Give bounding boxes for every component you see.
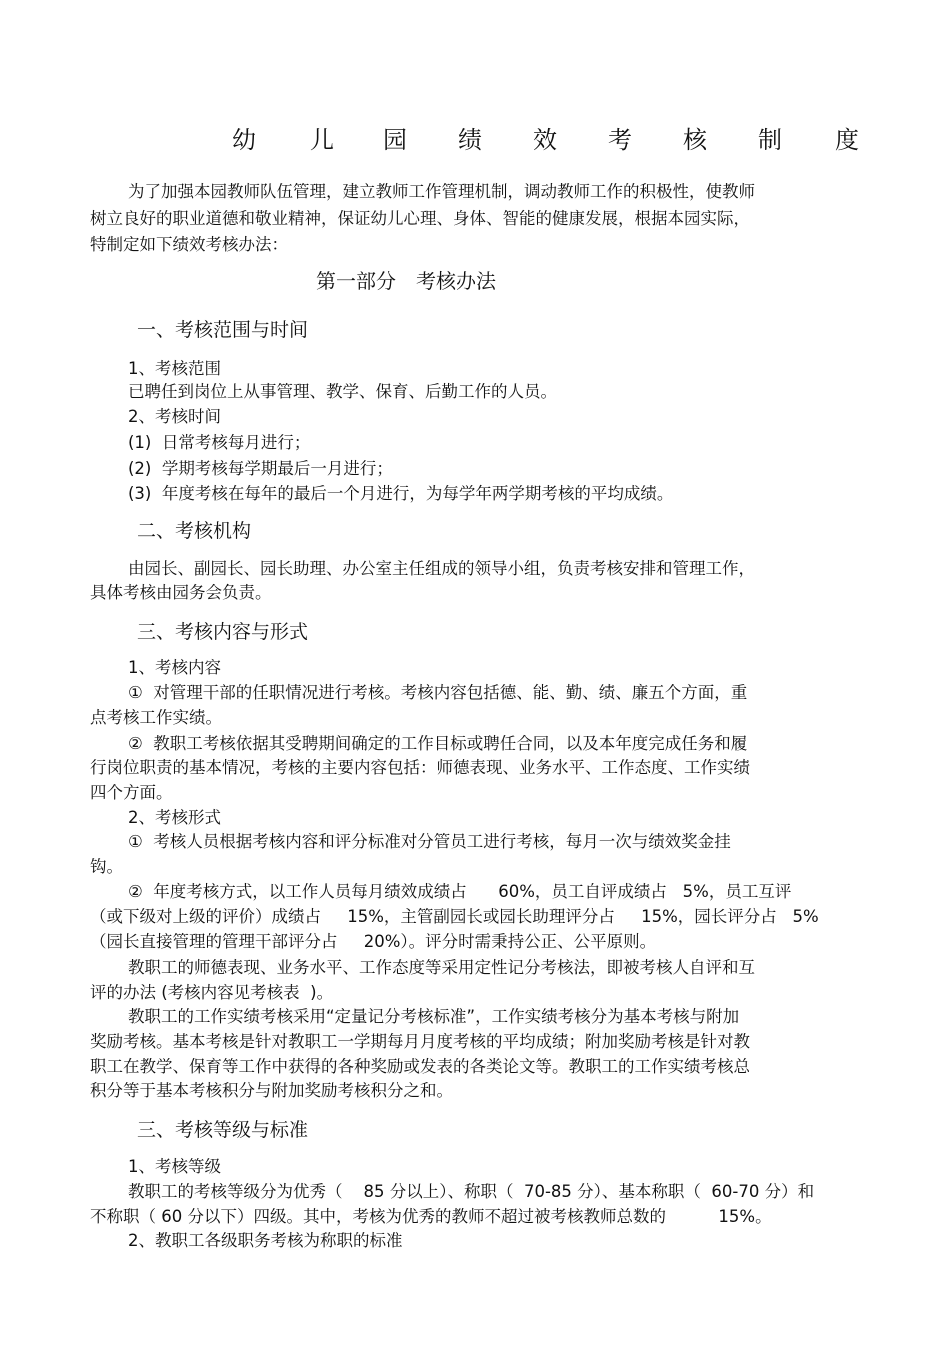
title-char: 考 <box>608 126 632 154</box>
title-char: 度 <box>835 126 859 154</box>
paragraph-line: （或下级对上级的评价）成绩占 15%，主管副园长或园长助理评分占 15%，园长评分占 5% <box>90 907 819 926</box>
section-heading: 二、考核机构 <box>137 520 252 542</box>
paragraph-line: （园长直接管理的管理干部评分占 20%）。评分时需秉持公正、公平原则。 <box>90 932 657 951</box>
subheading: 2、教职工各级职务考核为称职的标准 <box>128 1231 403 1250</box>
list-item: (2) 学期考核每学期最后一月进行； <box>128 459 393 478</box>
intro-line: 树立良好的职业道德和敬业精神，保证幼儿心理、身体、智能的健康发展，根据本园实际， <box>90 209 750 228</box>
title-char: 效 <box>533 126 557 154</box>
paragraph-line: 已聘任到岗位上从事管理、教学、保育、后勤工作的人员。 <box>128 382 557 401</box>
paragraph-line: ① 考核人员根据考核内容和评分标准对分管员工进行考核，每月一次与绩效奖金挂 <box>128 832 731 851</box>
list-item: (1) 日常考核每月进行； <box>128 433 311 452</box>
title-char: 核 <box>683 126 707 154</box>
subheading: 2、考核形式 <box>128 808 221 827</box>
paragraph-line: ① 对管理干部的任职情况进行考核。考核内容包括德、能、勤、绩、廉五个方面，重 <box>128 683 748 702</box>
paragraph-line: 教职工的考核等级分为优秀（ 85 分以上）、称职（ 70-85 分）、基本称职（ 60-70 分）和 <box>128 1182 815 1201</box>
paragraph-line: ② 教职工考核依据其受聘期间确定的工作目标或聘任合同，以及本年度完成任务和履 <box>128 734 748 753</box>
intro-line: 为了加强本园教师队伍管理，建立教师工作管理机制，调动教师工作的积极性，使教师 <box>128 182 755 201</box>
paragraph-line: 行岗位职责的基本情况，考核的主要内容包括：师德表现、业务水平、工作态度、工作实绩 <box>90 758 750 777</box>
subheading: 1、考核内容 <box>128 658 221 677</box>
paragraph-line: 评的办法 (考核内容见考核表 )。 <box>90 983 334 1002</box>
part-heading: 第一部分 考核办法 <box>316 269 496 293</box>
title-char: 幼 <box>232 126 256 154</box>
title-char: 绩 <box>458 126 482 154</box>
section-heading: 一、考核范围与时间 <box>137 319 309 341</box>
paragraph-line: 教职工的师德表现、业务水平、工作态度等采用定性记分考核法，即被考核人自评和互 <box>128 958 755 977</box>
paragraph-line: 由园长、副园长、园长助理、办公室主任组成的领导小组，负责考核安排和管理工作， <box>128 559 755 578</box>
title-char: 儿 <box>310 126 334 154</box>
paragraph-line: 点考核工作实绩。 <box>90 708 222 727</box>
paragraph-line: 四个方面。 <box>90 783 173 802</box>
subheading: 2、考核时间 <box>128 407 221 426</box>
paragraph-line: 职工在教学、保育等工作中获得的各种奖励或发表的各类论文等。教职工的工作实绩考核总 <box>90 1057 750 1076</box>
section-heading: 三、考核等级与标准 <box>137 1119 309 1141</box>
intro-line: 特制定如下绩效考核办法： <box>90 235 288 254</box>
paragraph-line: ② 年度考核方式，以工作人员每月绩效成绩占 60%，员工自评成绩占 5%，员工互评 <box>128 882 792 901</box>
section-heading: 三、考核内容与形式 <box>137 621 309 643</box>
subheading: 1、考核范围 <box>128 359 221 378</box>
title-char: 园 <box>383 126 407 154</box>
title-char: 制 <box>758 126 782 154</box>
paragraph-line: 积分等于基本考核积分与附加奖励考核积分之和。 <box>90 1081 453 1100</box>
paragraph-line: 具体考核由园务会负责。 <box>90 583 272 602</box>
paragraph-line: 不称职（ 60 分以下）四级。其中，考核为优秀的教师不超过被考核教师总数的 15%。 <box>90 1207 772 1226</box>
list-item: (3) 年度考核在每年的最后一个月进行，为每学年两学期考核的平均成绩。 <box>128 484 674 503</box>
paragraph-line: 钩。 <box>90 857 123 876</box>
document-title <box>0 120 950 154</box>
paragraph-line: 教职工的工作实绩考核采用“定量记分考核标准”，工作实绩考核分为基本考核与附加 <box>128 1007 740 1026</box>
subheading: 1、考核等级 <box>128 1157 221 1176</box>
paragraph-line: 奖励考核。基本考核是针对教职工一学期每月月度考核的平均成绩；附加奖励考核是针对教 <box>90 1032 750 1051</box>
